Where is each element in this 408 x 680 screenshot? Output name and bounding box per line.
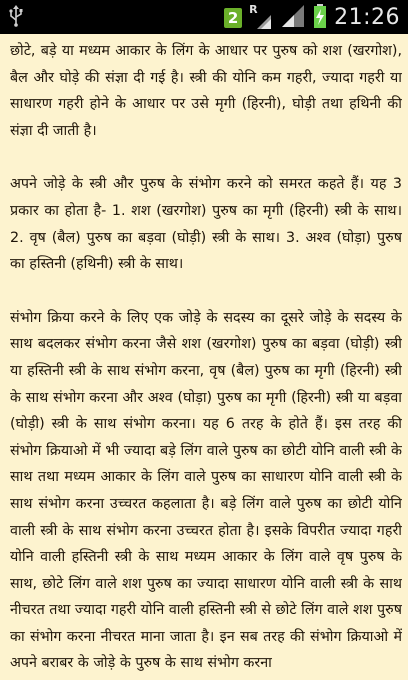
status-bar xyxy=(0,0,408,34)
battery-charging-icon xyxy=(313,3,327,33)
article-paragraph: अपने जोड़े के स्त्री और पुरुष के संभोग करने को समरत कहते हैं। यह 3 प्रकार का होता है- 1. शश (खरगोश) पुरुष का मृगी (हिरनी) स्त्री के साथ। 2. वृष (बैल) पुरुष का बड़वा (घोड़ी) स्त्री के साथ। 3. अश्व (घोड़ा) पुरुष का हस्तिनी (हथिनी) स्त्री के साथ। xyxy=(10,176,402,273)
usb-icon xyxy=(8,12,24,31)
signal-strength-icon xyxy=(280,3,306,33)
article-content[interactable] xyxy=(10,38,402,680)
roaming-indicator: R xyxy=(249,3,258,16)
status-time: 21:26 xyxy=(334,5,400,30)
roaming-signal-icon xyxy=(249,5,273,31)
notification-badge: 2 xyxy=(224,8,242,28)
article-paragraph: संभोग क्रिया करने के लिए एक जोड़े के सदस्य का दूसरे जोड़े के सदस्य के साथ बदलकर संभोग करना जैसे शश (खरगोश) पुरुष का बड़वा (घोड़ी) स्त्री या हस्तिनी स्त्री के साथ संभोग करना, वृष (बैल) पुरुष का मृगी (हिरनी) स्त्री के साथ संभोग करना और अश्व (घोड़ा) पुरुष का मृगी (हिरनी) स्त्री या बड़वा (घोड़ी) स्त्री के साथ संभोग करना। यह 6 तरह के होते हैं। इस तरह की संभोग क्रियाओ में भी ज्यादा बड़े लिंग वाले पुरुष का छोटी योनि वाली स्त्री के साथ तथा मध्यम आकार के लिंग वाले पुरुष का साधारण योनि वाली स्त्री के साथ संभोग करना उच्चरत कहलाता है। बड़े लिंग वाले पुरुष का छोटी योनि वाली स्त्री के साथ संभोग करना उच्चरत होता है। इसके विपरीत ज्यादा गहरी योनि वाली हस्तिनी स्त्री के साथ मध्यम आकार के लिंग वाले वृष पुरुष के साथ, छोटे लिंग वाले शश पुरुष का ज्यादा साधारण योनि वाली स्त्री के साथ नीचरत तथा ज्यादा गहरी योनि वाली हस्तिनी स्त्री से छोटे लिंग वाले शश पुरुष का संभोग करना नीचरत माना जाता है। इन सब तरह की संभोग क्रियाओ में अपने बराबर के जोड़े के पुरुष के साथ संभोग करना xyxy=(10,309,402,672)
status-right xyxy=(224,3,400,33)
status-left xyxy=(8,5,24,31)
article-paragraph: छोटे, बड़े या मध्यम आकार के लिंग के आधार पर पुरुष को शश (खरगोश), बैल और घोड़े की संज्ञा दी गई है। स्त्री की योनि कम गहरी, ज्यादा गहरी या साधारण गहरी होने के आधार पर उसे मृगी (हिरनी), घोड़ी तथा हथिनी की संज्ञा दी जाती है। xyxy=(10,43,402,139)
